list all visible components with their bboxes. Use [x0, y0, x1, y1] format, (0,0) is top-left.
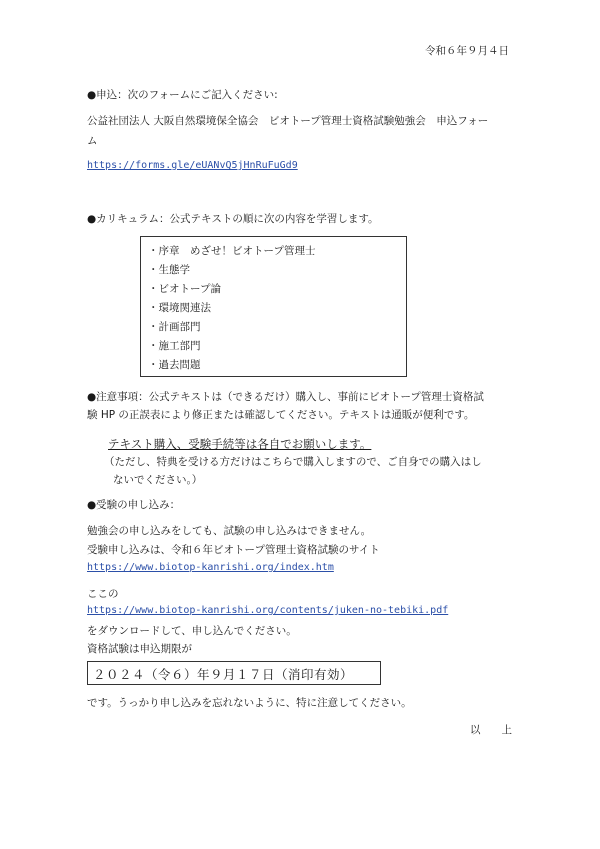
curriculum-item: ・計画部門: [148, 321, 201, 333]
exam-heading: ●受験の申し込み：: [87, 499, 181, 511]
curriculum-item: ・過去問題: [148, 359, 201, 371]
notes-line1: ●注意事項：公式テキストは（できるだけ）購入し、事前にビオトープ管理士資格試: [87, 391, 484, 403]
form-name-line1: 公益社団法人 大阪自然環境保全協会 ビオトープ管理士資格試験勉強会 申込フォー: [87, 115, 489, 127]
curriculum-item: ・施工部門: [148, 340, 201, 352]
form-name-line2: ム: [87, 135, 98, 147]
notes-sub-line2: ないでください。）: [113, 474, 203, 486]
curriculum-item: ・序章 めざせ！ビオトープ管理士: [148, 245, 316, 257]
exam-line2: 受験申し込みは、令和６年ビオトープ管理士資格試験のサイト: [87, 544, 380, 556]
exam-here: ここの: [87, 588, 119, 600]
curriculum-item: ・ビオトープ論: [148, 283, 221, 295]
form-url-link[interactable]: https://forms.gle/eUANvQ5jHnRuFuGd9: [87, 160, 298, 171]
curriculum-item: ・生態学: [148, 264, 190, 276]
document-date: 令和６年９月４日: [425, 45, 509, 57]
curriculum-item: ・環境関連法: [148, 302, 211, 314]
curriculum-heading: ●カリキュラム：公式テキストの順に次の内容を学習します。: [87, 213, 379, 225]
deadline-intro: 資格試験は申込期限が: [87, 643, 192, 655]
exam-guide-link[interactable]: https://www.biotop-kanrishi.org/contents/juken-no-tebiki.pdf: [87, 605, 449, 616]
notes-line2: 験 HP の正誤表により修正または確認してください。テキストは通販が便利です。: [87, 409, 475, 421]
exam-line1: 勉強会の申し込みをしても、試験の申し込みはできません。: [87, 525, 372, 537]
end-mark: 以 上: [470, 724, 512, 736]
exam-download: をダウンロードして、申し込んでください。: [87, 625, 297, 637]
deadline-box: [87, 661, 381, 685]
deadline-text: ２０２４（令６）年９月１７日（消印有効）: [93, 667, 354, 682]
exam-site-link[interactable]: https://www.biotop-kanrishi.org/index.htm: [87, 562, 334, 573]
notes-sub-line1: （ただし、特典を受ける方だけはこちらで購入しますので、ご自身での購入はし: [104, 456, 482, 468]
application-heading: ●申込：次のフォームにご記入ください:: [87, 89, 278, 101]
notes-emphasis: テキスト購入、受験手続等は各自でお願いします。: [108, 437, 372, 451]
closing-text: です。うっかり申し込みを忘れないように、特に注意してください。: [87, 697, 412, 709]
curriculum-box: [140, 236, 407, 377]
